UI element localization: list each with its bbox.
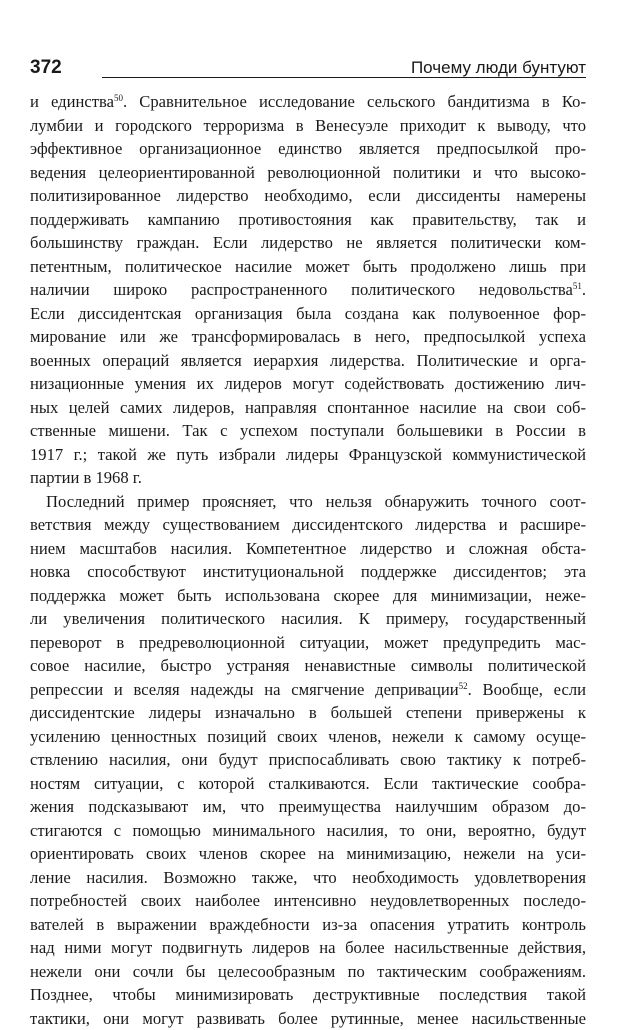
line-text: Позднее, чтобы минимизировать деструктивные последствия такой xyxy=(30,985,586,1004)
line-text: над ними могут подвигнуть лидеров на более насильственные действия, xyxy=(30,938,586,957)
line-text: поддерживать кампанию противостояния как правительству, так и xyxy=(30,210,586,229)
line-text: вателей в выражении враждебности из-за опасения утратить контроль xyxy=(30,915,586,934)
line-text: эффективное организационное единство является предпосылкой про- xyxy=(30,139,586,158)
text-line xyxy=(30,936,586,960)
text-line xyxy=(30,396,586,420)
line-text: ственные мишени. Так с успехом поступали большевики в России в xyxy=(30,421,586,440)
line-text: 1917 г.; такой же путь избрали лидеры Французской коммунистической xyxy=(30,445,586,464)
line-text: новка способствуют институциональной поддержке диссидентов; эта xyxy=(30,562,586,581)
text-line xyxy=(30,443,586,467)
line-text: ление насилия. Возможно также, что необходимость удовлетворения xyxy=(30,868,586,887)
text-line xyxy=(30,701,586,725)
text-line xyxy=(30,795,586,819)
line-text: Если диссидентская организация была создана как полувоенное фор- xyxy=(30,304,586,323)
line-text: переворот в предреволюционной ситуации, может предупредить мас- xyxy=(30,633,586,652)
text-line xyxy=(30,372,586,396)
line-text: ведения целеориентированной революционной политики и что высоко- xyxy=(30,163,586,182)
line-text: ориентировать своих членов скорее на минимизацию, нежели на уси- xyxy=(30,844,586,863)
line-text: ветствия между существованием диссидентского лидерства и расшире- xyxy=(30,515,586,534)
text-line xyxy=(30,960,586,984)
text-line xyxy=(30,842,586,866)
text-line xyxy=(30,137,586,161)
line-text: ностям ситуации, с которой сталкиваются. Если тактические сообра- xyxy=(30,774,586,793)
text-line xyxy=(30,889,586,913)
line-text: тактики, они могут развивать более рутинные, менее насильственные xyxy=(30,1009,586,1028)
line-text: нием масштабов насилия. Компетентное лидерство и сложная обста- xyxy=(30,539,586,558)
line-text: и единства xyxy=(30,92,114,111)
text-line xyxy=(30,607,586,631)
text-line xyxy=(30,325,586,349)
line-text: поддержка может быть использована скорее для минимизации, нежe- xyxy=(30,586,586,605)
line-text: наличии широко распространенного политического недовольства xyxy=(30,280,573,299)
text-line xyxy=(30,983,586,1007)
line-text: ли увеличения политического насилия. К примеру, государственный xyxy=(30,609,586,628)
text-line xyxy=(30,349,586,373)
line-text: усилению ценностных позиций своих членов, нежели к самому осуще- xyxy=(30,727,586,746)
text-line xyxy=(30,560,586,584)
text-line xyxy=(30,725,586,749)
line-text: жения подсказывают им, что преимущества наилучшим образом до- xyxy=(30,797,586,816)
text-line xyxy=(30,90,586,114)
line-text: низационные умения их лидеров могут содействовать достижению лич- xyxy=(30,374,586,393)
text-line xyxy=(30,513,586,537)
text-line xyxy=(30,748,586,772)
line-text-continued: . xyxy=(582,280,586,299)
text-line xyxy=(30,231,586,255)
line-text: диссидентские лидеры изначально в большей степени привержены к xyxy=(30,703,586,722)
line-text: ных целей самих лидеров, направляя спонтанное насилие на свои соб- xyxy=(30,398,586,417)
line-text: политизированное лидерство необходимо, если диссиденты намерены xyxy=(30,186,586,205)
line-text: ствлению насилия, они будут приспосабливать свою тактику к потреб- xyxy=(30,750,586,769)
text-line xyxy=(30,278,586,302)
text-line xyxy=(30,913,586,937)
text-line xyxy=(30,490,586,514)
text-line xyxy=(30,654,586,678)
text-line xyxy=(30,537,586,561)
text-line xyxy=(30,255,586,279)
footnote-ref: 52 xyxy=(459,681,468,691)
line-text-continued: . Вообще, если xyxy=(468,680,586,699)
text-line xyxy=(30,1007,586,1030)
footnote-ref: 51 xyxy=(573,281,582,291)
line-text: репрессии и вселяя надежды на смягчение депривации xyxy=(30,680,459,699)
line-text-continued: . Сравнительное исследование сельского бандитизма в Ко- xyxy=(123,92,586,111)
line-text: большинству граждан. Если лидерство не является политически ком- xyxy=(30,233,586,252)
body-text xyxy=(30,90,586,1030)
line-text: лумбии и городского терроризма в Венесуэле приходит к выводу, что xyxy=(30,116,586,135)
text-line xyxy=(30,584,586,608)
text-line xyxy=(30,631,586,655)
text-line xyxy=(30,208,586,232)
text-line xyxy=(30,114,586,138)
text-line xyxy=(30,466,586,490)
line-text: партии в 1968 г. xyxy=(30,468,142,487)
text-line xyxy=(30,184,586,208)
text-line xyxy=(30,819,586,843)
page-number: 372 xyxy=(30,56,62,80)
text-line xyxy=(30,678,586,702)
text-line xyxy=(30,419,586,443)
text-line xyxy=(30,161,586,185)
line-text: нежели они сочли бы целесообразным по тактическим соображениям. xyxy=(30,962,586,981)
text-line xyxy=(30,772,586,796)
line-text: петентным, политическое насилие может быть продолжено лишь при xyxy=(30,257,586,276)
line-text: потребностей своих наиболее интенсивно неудовлетворенных последо- xyxy=(30,891,586,910)
line-text: Последний пример проясняет, что нельзя обнаружить точного соот- xyxy=(46,492,586,511)
line-text: мирование или же трансформировалась в него, предпосылкой успеха xyxy=(30,327,586,346)
line-text: стигаются с помощью минимального насилия, то они, вероятно, будут xyxy=(30,821,586,840)
text-line xyxy=(30,302,586,326)
line-text: совое насилие, быстро устраняя ненавистные символы политической xyxy=(30,656,586,675)
text-line xyxy=(30,866,586,890)
page-header xyxy=(30,56,586,80)
footnote-ref: 50 xyxy=(114,93,123,103)
line-text: военных операций является иерархия лидерства. Политические и орга- xyxy=(30,351,586,370)
running-title: Почему люди бунтуют xyxy=(411,56,586,80)
